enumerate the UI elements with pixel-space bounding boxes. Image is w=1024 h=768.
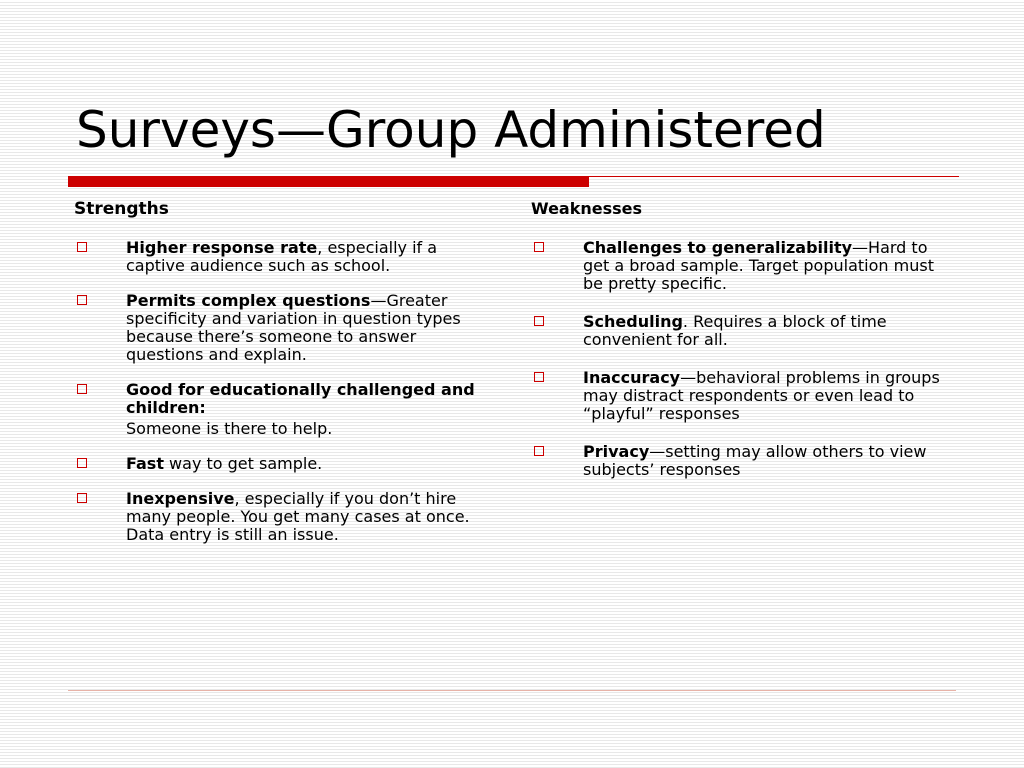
square-bullet-icon [534,372,544,382]
list-item [531,313,956,349]
item-lead: Scheduling [583,312,683,331]
item-rest: . Requires a block of time convenient for all. [583,312,887,349]
item-lead: Challenges to generalizability [583,238,853,257]
strengths-column [74,199,494,561]
item-rest: —setting may allow others to view subjects’ responses [583,442,927,479]
item-rest: —Hard to get a broad sample. Target population must be pretty specific. [583,238,934,293]
list-item [531,239,956,293]
list-item [531,443,956,479]
item-rest: , especially if a captive audience such as school. [126,238,438,275]
item-rest: , especially if you don’t hire many people. You get many cases at once. Data entry is still an issue. [126,489,470,544]
item-text [583,313,956,349]
square-bullet-icon [77,493,87,503]
item-rest: —Greater specificity and variation in question types because there’s someone to answer questions and explain. [126,291,461,364]
square-bullet-icon [77,458,87,468]
square-bullet-icon [77,242,87,252]
footer-rule [68,690,956,691]
strengths-list [74,239,494,544]
square-bullet-icon [534,446,544,456]
weaknesses-list [531,239,956,479]
square-bullet-icon [77,295,87,305]
list-item [74,381,494,438]
square-bullet-icon [534,242,544,252]
item-lead: Privacy [583,442,650,461]
item-subtext: Someone is there to help. [126,419,333,438]
item-text [126,381,494,417]
item-lead: Inaccuracy [583,368,681,387]
item-text [583,369,956,423]
item-text [126,490,494,544]
list-item [74,292,494,364]
list-item [74,239,494,275]
list-item [74,455,494,473]
title-underline-thin [589,176,959,177]
item-lead: Higher response rate [126,238,318,257]
item-rest: way to get sample. [163,454,323,473]
item-text [126,455,494,473]
item-rest: —behavioral problems in groups may distract respondents or even lead to “playful” responses [583,368,940,423]
weaknesses-heading: Weaknesses [531,199,643,218]
item-text [126,292,494,364]
list-item [74,490,494,544]
item-text [126,239,494,275]
item-lead: Inexpensive [126,489,235,508]
weaknesses-column [531,199,956,499]
item-lead: Permits complex questions [126,291,371,310]
item-text [583,239,956,293]
list-item [531,369,956,423]
title-underline-thick [68,176,589,187]
square-bullet-icon [77,384,87,394]
square-bullet-icon [534,316,544,326]
strengths-heading: Strengths [74,199,169,219]
item-lead: Fast [126,454,164,473]
slide-title: Surveys—Group Administered [76,101,826,159]
item-text [583,443,956,479]
item-lead: Good for educationally challenged and children: [126,380,475,417]
